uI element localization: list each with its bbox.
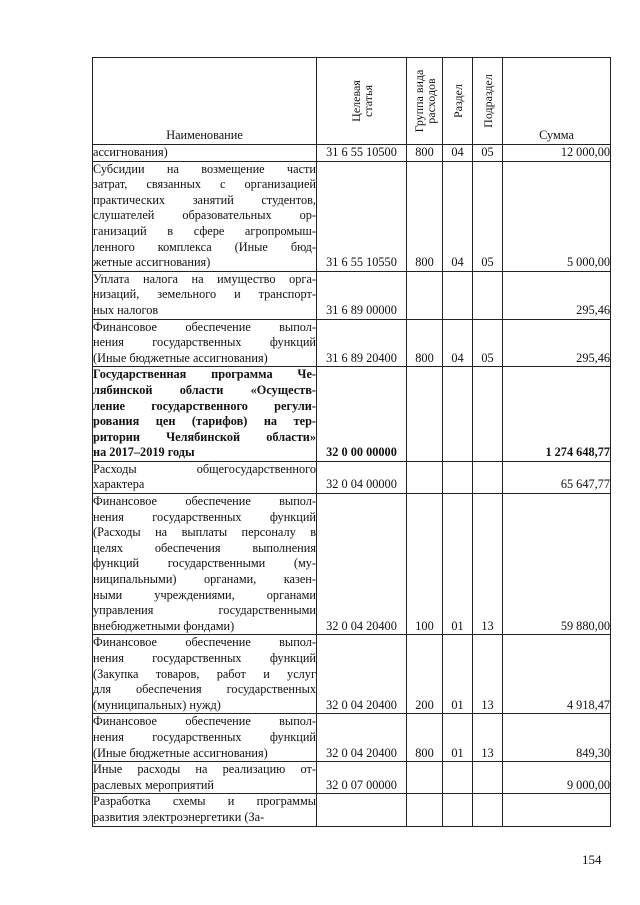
row-name-line: нения государственных функций (93, 729, 316, 744)
row-name-line: характера (93, 477, 145, 492)
row-code: 32 0 04 20400 (317, 714, 407, 762)
header-code (317, 58, 407, 145)
row-section (443, 367, 473, 462)
row-sum: 5 000,00 (503, 161, 611, 271)
row-sum: 59 880,00 (503, 494, 611, 635)
row-sum (503, 794, 611, 826)
row-name-line: ритории Челябинской области» (93, 429, 316, 444)
row-name-line: нения государственных функций (93, 335, 316, 350)
row-subsection (473, 762, 503, 794)
row-section (443, 794, 473, 826)
table-row (93, 271, 611, 319)
row-name-line: управления государственными (93, 603, 316, 618)
row-section (443, 762, 473, 794)
row-name-line: жетные ассигнования) (93, 255, 211, 270)
row-name-line: низаций, земельного и транспорт- (93, 287, 316, 302)
row-group: 800 (407, 145, 443, 162)
row-name-line: ными учреждениями, органами (93, 587, 316, 602)
row-group (407, 271, 443, 319)
row-name-line: раслевых мероприятий (93, 777, 214, 792)
row-name-line: ление государственного регули- (93, 398, 316, 413)
table-row (93, 762, 611, 794)
row-name (93, 367, 317, 462)
row-name-line: Государственная программа Че- (93, 367, 316, 382)
row-sum: 4 918,47 (503, 635, 611, 714)
row-group: 100 (407, 494, 443, 635)
row-section: 01 (443, 714, 473, 762)
row-code: 31 6 55 10500 (317, 145, 407, 162)
row-name-line: Финансовое обеспечение выпол- (93, 494, 316, 509)
row-subsection (473, 461, 503, 493)
row-group: 800 (407, 319, 443, 367)
header-group (407, 58, 443, 145)
row-name-line: развития электроэнергетики (За- (93, 809, 265, 824)
header-group-label: Группа вида расходов (411, 69, 438, 133)
row-name-line: Финансовое обеспечение выпол- (93, 319, 316, 334)
row-subsection: 13 (473, 494, 503, 635)
row-group: 800 (407, 714, 443, 762)
row-code: 32 0 04 00000 (317, 461, 407, 493)
row-group (407, 367, 443, 462)
row-name-line: Расходы общегосударственного (93, 461, 316, 476)
table-row (93, 461, 611, 493)
row-subsection: 05 (473, 161, 503, 271)
row-code: 31 6 89 00000 (317, 271, 407, 319)
row-name (93, 762, 317, 794)
row-section: 01 (443, 494, 473, 635)
row-name (93, 794, 317, 826)
table-header-row (93, 58, 611, 145)
row-section: 04 (443, 145, 473, 162)
row-name-line: (Закупка товаров, работ и услуг (93, 666, 316, 681)
header-name: Наименование (93, 58, 317, 145)
row-name-line: ленного комплекса (Иные бюд- (93, 239, 316, 254)
table-row (93, 794, 611, 826)
header-section-label: Раздел (450, 84, 465, 118)
header-code-label: Целевая статья (348, 80, 375, 122)
row-name (93, 161, 317, 271)
row-sum: 1 274 648,77 (503, 367, 611, 462)
row-name-line: на 2017–2019 годы (93, 445, 195, 460)
row-section: 04 (443, 319, 473, 367)
row-name-line: затрат, связанных с организацией (93, 177, 316, 192)
row-sum: 295,46 (503, 271, 611, 319)
row-sum: 12 000,00 (503, 145, 611, 162)
row-code: 31 6 55 10550 (317, 161, 407, 271)
row-name-line: ниципальными) органами, казен- (93, 572, 316, 587)
header-sum: Сумма (503, 58, 611, 145)
row-group: 800 (407, 161, 443, 271)
row-name-line: ассигнования) (93, 145, 168, 159)
row-name-line: ганизаций в сфере агропромыш- (93, 223, 316, 238)
row-section (443, 271, 473, 319)
table-row (93, 635, 611, 714)
row-name-line: Субсидии на возмещение части (93, 161, 316, 176)
row-name (93, 319, 317, 367)
row-subsection: 13 (473, 635, 503, 714)
table-row (93, 494, 611, 635)
header-subsection-label: Подраздел (480, 74, 495, 128)
row-code: 32 0 04 20400 (317, 635, 407, 714)
table-row (93, 714, 611, 762)
row-name-line: нения государственных функций (93, 651, 316, 665)
row-code (317, 794, 407, 826)
row-name-line: слушателей образовательных ор- (93, 208, 316, 223)
row-name-line: функций государственными (му- (93, 556, 316, 571)
budget-table (92, 57, 611, 827)
row-section: 01 (443, 635, 473, 714)
table-row (93, 319, 611, 367)
row-section: 04 (443, 161, 473, 271)
row-group: 200 (407, 635, 443, 714)
row-subsection (473, 367, 503, 462)
row-code: 32 0 00 00000 (317, 367, 407, 462)
page-number: 154 (582, 852, 602, 867)
row-name-line: Разработка схемы и программы (93, 794, 316, 809)
row-name-line: (Расходы на выплаты персоналу в (93, 525, 316, 540)
row-name-line: внебюджетными фондами) (93, 618, 235, 633)
table-row (93, 145, 611, 162)
row-name-line: Уплата налога на имущество орга- (93, 271, 316, 286)
row-group (407, 794, 443, 826)
row-sum: 849,30 (503, 714, 611, 762)
row-name (93, 635, 317, 714)
row-name-line: (Иные бюджетные ассигнования) (93, 745, 268, 760)
row-name-line: нения государственных функций (93, 509, 316, 524)
row-name (93, 461, 317, 493)
table-row (93, 367, 611, 462)
row-code: 31 6 89 20400 (317, 319, 407, 367)
row-name (93, 714, 317, 762)
header-subsection (473, 58, 503, 145)
row-subsection: 13 (473, 714, 503, 762)
row-subsection (473, 271, 503, 319)
row-name (93, 494, 317, 635)
row-name-line: Финансовое обеспечение выпол- (93, 714, 316, 729)
row-name-line: (Иные бюджетные ассигнования) (93, 350, 268, 365)
row-name-line: Иные расходы на реализацию от- (93, 762, 316, 777)
header-section (443, 58, 473, 145)
row-name-line: для обеспечения государственных (93, 682, 316, 697)
row-name-line: целях обеспечения выполнения (93, 540, 316, 555)
row-subsection: 05 (473, 145, 503, 162)
row-code: 32 0 07 00000 (317, 762, 407, 794)
row-sum: 295,46 (503, 319, 611, 367)
table-row (93, 161, 611, 271)
row-subsection: 05 (473, 319, 503, 367)
row-code: 32 0 04 20400 (317, 494, 407, 635)
row-sum: 9 000,00 (503, 762, 611, 794)
row-name (93, 271, 317, 319)
row-name-line: Финансовое обеспечение выпол- (93, 635, 316, 650)
row-name-line: рования цен (тарифов) на тер- (93, 414, 316, 429)
row-group (407, 461, 443, 493)
row-subsection (473, 794, 503, 826)
row-name-line: практических занятий студентов, (93, 192, 316, 207)
row-name (93, 145, 317, 162)
table-body (93, 145, 611, 827)
row-section (443, 461, 473, 493)
row-name-line: (муниципальных) нужд) (93, 697, 221, 712)
row-name-line: лябинской области «Осуществ- (93, 382, 316, 397)
row-name-line: ных налогов (93, 302, 159, 317)
row-group (407, 762, 443, 794)
row-sum: 65 647,77 (503, 461, 611, 493)
